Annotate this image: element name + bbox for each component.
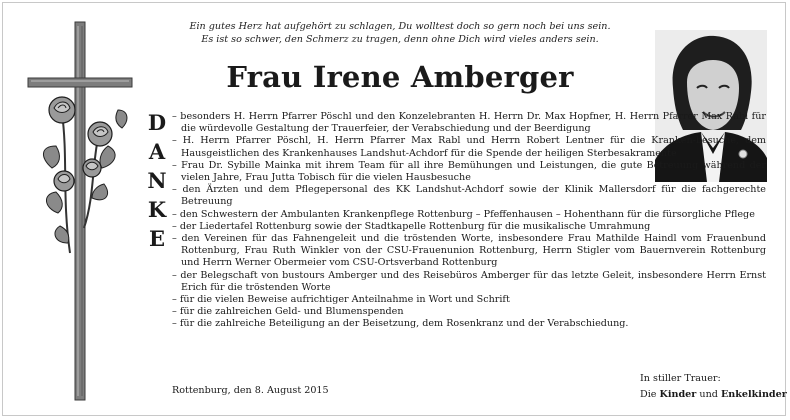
list-item: – besonders H. Herrn Pfarrer Pöschl und den Konzelebranten H. Herrn Dr. Max Hopfner, H. Herrn Pfarrer Max Rabl für die würdevolle Gestaltung der Trauerfeier, der Verabschiedung und der Beerdigung	[172, 111, 766, 135]
verse	[170, 21, 630, 46]
mourners-signature	[640, 371, 787, 403]
list-item: – den Schwestern der Ambulanten Krankenpflege Rottenburg – Pfeffenhausen – Hohenthann für die fürsorgliche Pflege	[172, 208, 755, 220]
date-line: Rottenburg, den 8. August 2015	[172, 385, 329, 396]
mourners-enkelkinder: Enkelkinder	[720, 389, 787, 400]
list-item: – für die vielen Beweise aufrichtiger Anteilnahme in Wort und Schrift	[172, 294, 510, 306]
danke-letter: E	[148, 226, 165, 251]
list-item: – der Belegschaft von bustours Amberger und des Reisebüros Amberger für das letzte Geleit, insbesondere Herrn Ernst Erich für die tröstenden Worte	[172, 269, 766, 293]
list-item: – für die zahlreichen Geld- und Blumenspenden	[172, 306, 404, 318]
list-item: – Frau Dr. Sybille Mainka mit ihrem Team für all ihre Bemühungen und Leistungen, die gute Betreuung während der vielen Jahre, Frau Jutta Tobisch für die vielen Hausbesuche	[172, 159, 766, 184]
danke-letter: N	[147, 168, 167, 193]
thanks-list	[172, 111, 766, 331]
mourners-label: In stiller Trauer:	[640, 373, 721, 384]
list-item: – für die zahlreiche Beteiligung an der Beisetzung, dem Rosenkranz und der Verabschiedung.	[172, 318, 629, 330]
verse-line-2: Es ist so schwer, den Schmerz zu tragen, denn ohne Dich wird vieles anders sein.	[201, 33, 599, 45]
deceased-name: Frau Irene Amberger	[226, 60, 574, 94]
danke-letter: D	[147, 110, 167, 135]
cross-with-roses-icon	[22, 18, 140, 408]
list-item: – der Liedertafel Rottenburg sowie der Stadtkapelle Rottenburg für die musikalische Umrahmung	[172, 220, 651, 232]
list-item: – den Vereinen für das Fahnengeleit und die tröstenden Worte, insbesondere Frau Mathilde Haindl vom Frauenbund Rottenburg, Frau Ruth Winkler von der CSU-Frauenunion Rottenburg, Herrn Stigler vom Bauernverein Rottenburg und Herrn Werner Obermeier vom CSU-Ortsverband Rottenburg	[172, 233, 766, 269]
danke-letters	[143, 108, 171, 253]
mourners-prefix: Die	[640, 389, 657, 400]
danke-letter: K	[147, 197, 167, 222]
danke-letter: A	[148, 139, 166, 164]
mourners-kinder: Kinder	[659, 389, 697, 400]
mourners-und: und	[699, 389, 718, 400]
mourners-names	[640, 387, 787, 403]
verse-line-1: Ein gutes Herz hat aufgehört zu schlagen, Du wolltest doch so gern noch bei uns sein.	[189, 21, 611, 32]
list-item: – H. Herrn Pfarrer Pöschl, H. Herrn Pfarrer Max Rabl und Herrn Robert Lentner für die Kranken-besuche, dem Hausgeistlichen des Krankenhauses Landshut-Achdorf für die Spende der heiligen Sterbesakramente	[172, 135, 766, 159]
list-item: – den Ärzten und dem Pflegepersonal des KK Landshut-Achdorf sowie der Klinik Mallersdorf für die fachgerechte Betreuung	[172, 184, 766, 208]
